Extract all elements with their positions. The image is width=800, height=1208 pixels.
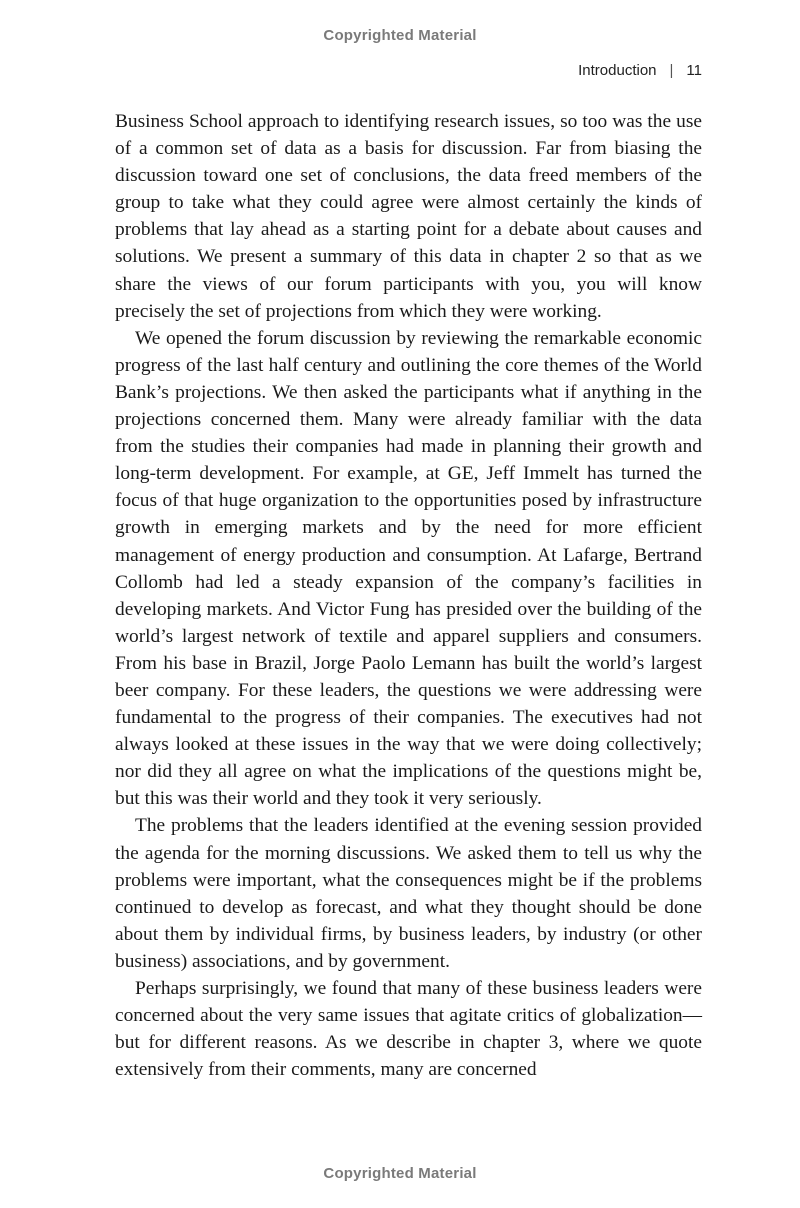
paragraph-continuation: Business School approach to identifying research issues, so too was the use of a common set of data as a basis for discussion. Far from biasing the discussion toward one set of conclusions, the data freed members of the group to take what they could agree were almost certainly the kinds of problems that lay ahead as a starting point for a debate about causes and solutions. We present a summary of this data in chapter 2 so that as we share the views of our forum participants with you, you will know precisely the set of projections from which they were working. <box>115 111 702 322</box>
paragraph: Perhaps surprisingly, we found that many of these business leaders were concerned about the very same issues that agitate critics of globalization—but for different reasons. As we describe in chapter 3, where we quote extensively from their comments, many are concerned <box>115 978 702 1081</box>
running-header <box>578 62 702 79</box>
paragraph: The problems that the leaders identified at the evening session provided the agenda for the morning discussions. We asked them to tell us why the problems were important, what the consequences might be if the problems continued to develop as forecast, and what they thought should be done about them by individual firms, by business leaders, by industry (or other business) associations, and by government. <box>115 815 702 972</box>
header-separator: | <box>669 62 674 79</box>
page-body <box>115 108 702 1083</box>
copyright-watermark-bottom: Copyrighted Material <box>323 1165 477 1182</box>
section-title: Introduction <box>578 62 657 79</box>
page-number: 11 <box>686 62 702 79</box>
paragraph: We opened the forum discussion by reviewing the remarkable economic progress of the last half century and outlining the core themes of the World Bank’s projections. We then asked the participants what if anything in the projections concerned them. Many were already familiar with the data from the studies their companies had made in planning their growth and long-term development. For example, at GE, Jeff Immelt has turned the focus of that huge organization to the opportunities posed by infrastructure growth in emerging markets and by the need for more efficient management of energy production and consumption. At Lafarge, Bertrand Collomb had led a steady expansion of the company’s facilities in developing markets. And Victor Fung has presided over the building of the world’s largest network of textile and apparel suppliers and consumers. From his base in Brazil, Jorge Paolo Lemann has built the world’s largest beer company. For these leaders, the questions we were addressing were fundamental to the progress of their companies. The executives had not always looked at these issues in the way that we were doing collectively; nor did they all agree on what the implications of the questions might be, but this was their world and they took it very seriously. <box>115 327 702 810</box>
copyright-watermark-top: Copyrighted Material <box>323 27 477 44</box>
